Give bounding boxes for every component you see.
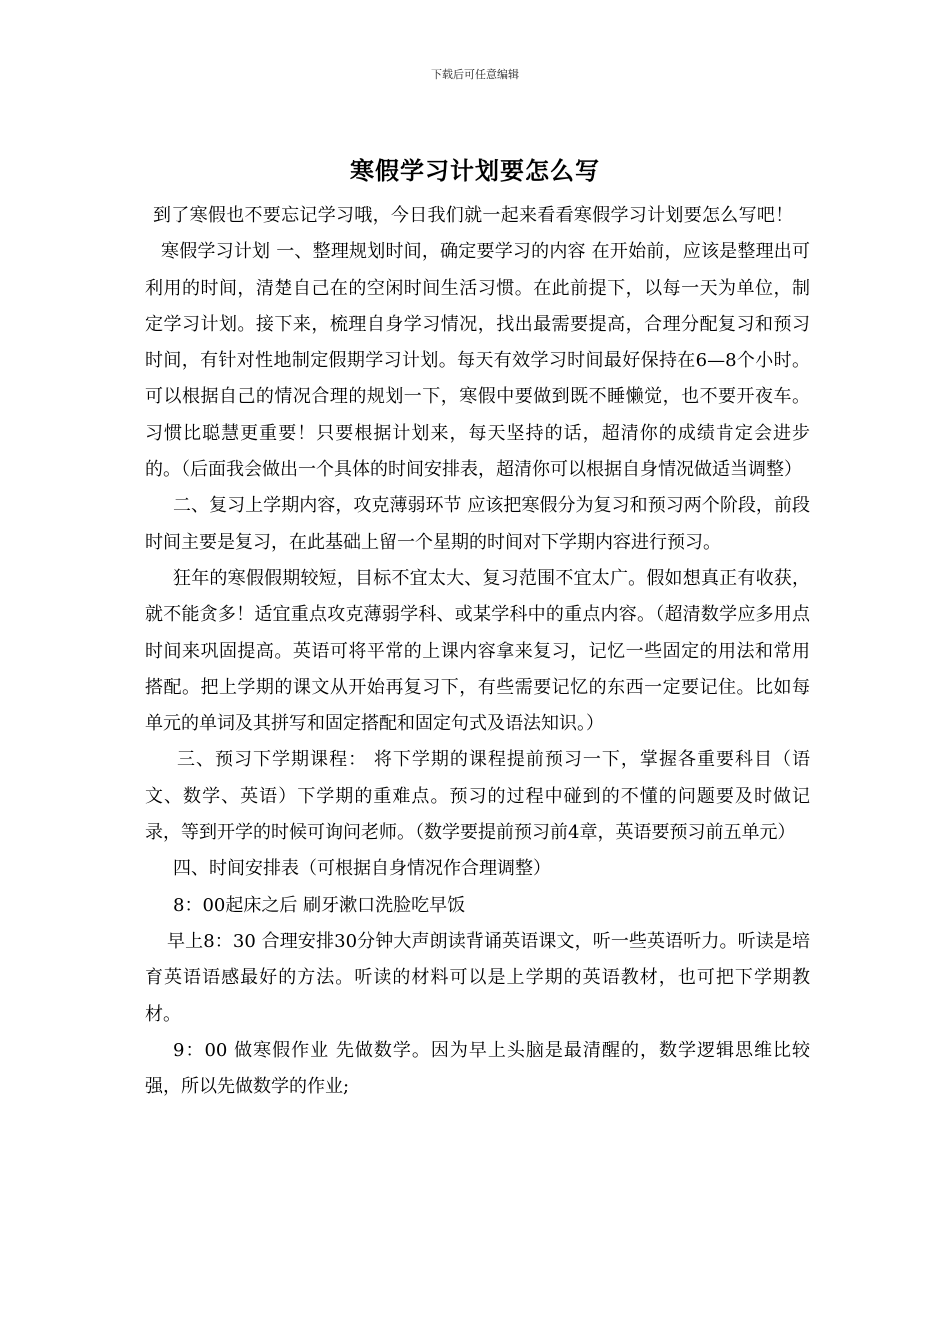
paragraph-section-2-detail: 狂年的寒假假期较短，目标不宜太大、复习范围不宜太广。假如想真正有收获，就不能贪多！适宜重点攻克薄弱学科、或某学科中的重点内容。（超清数学应多用点时间来巩固提高。英语可将平常的上课内容拿来复习，记忆一些固定的用法和常用搭配。把上学期的课文从开始再复习下，有些需要记忆的东西一定要记住。比如每单元的单词及其拼写和固定搭配和固定句式及语法知识。） [145, 567, 810, 735]
schedule-item-0830: 早上8：30 合理安排30分钟大声朗读背诵英语课文，听一些英语听力。听读是培育英语语感最好的方法。听读的材料可以是上学期的英语教材，也可把下学期教材。 [145, 930, 810, 1025]
header-note: 下载后可任意编辑 [431, 68, 519, 81]
document-body [145, 198, 810, 1105]
paragraph-section-1: 寒假学习计划 一、整理规划时间，确定要学习的内容 在开始前，应该是整理出可利用的时间，清楚自己在的空闲时间生活习惯。在此前提下，以每一天为单位，制定学习计划。接下来，梳理自身学习情况，找出最需要提高，合理分配复习和预习时间，有针对性地制定假期学习计划。每天有效学习时间最好保持在6—8个小时。可以根据自己的情况合理的规划一下，寒假中要做到既不睡懒觉，也不要开夜车。习惯比聪慧更重要！只要根据计划来，每天坚持的话，超清你的成绩肯定会进步的。（后面我会做出一个具体的时间安排表，超清你可以根据自身情况做适当调整） [145, 241, 810, 481]
paragraph-section-2: 二、复习上学期内容，攻克薄弱环节 应该把寒假分为复习和预习两个阶段，前段时间主要是复习，在此基础上留一个星期的时间对下学期内容进行预习。 [145, 495, 810, 553]
schedule-item-0800: 8：00起床之后 刷牙漱口洗脸吃早饭 [173, 894, 466, 916]
paragraph-intro: 到了寒假也不要忘记学习哦，今日我们就一起来看看寒假学习计划要怎么写吧！ [153, 205, 794, 226]
paragraph-section-4-heading: 四、时间安排表（可根据自身情况作合理调整） [173, 858, 551, 880]
paragraph-section-3: 三、预习下学期课程： 将下学期的课程提前预习一下，掌握各重要科目（语文、数学、英语）下学期的重难点。预习的过程中碰到的不懂的问题要及时做记录，等到开学的时候可询问老师。（数学要提前预习前4章，英语要预习前五单元） [145, 749, 810, 844]
document-title: 寒假学习计划要怎么写 [350, 156, 600, 185]
schedule-item-0900: 9：00 做寒假作业 先做数学。因为早上头脑是最清醒的，数学逻辑思维比较强，所以先做数学的作业; [145, 1039, 810, 1098]
